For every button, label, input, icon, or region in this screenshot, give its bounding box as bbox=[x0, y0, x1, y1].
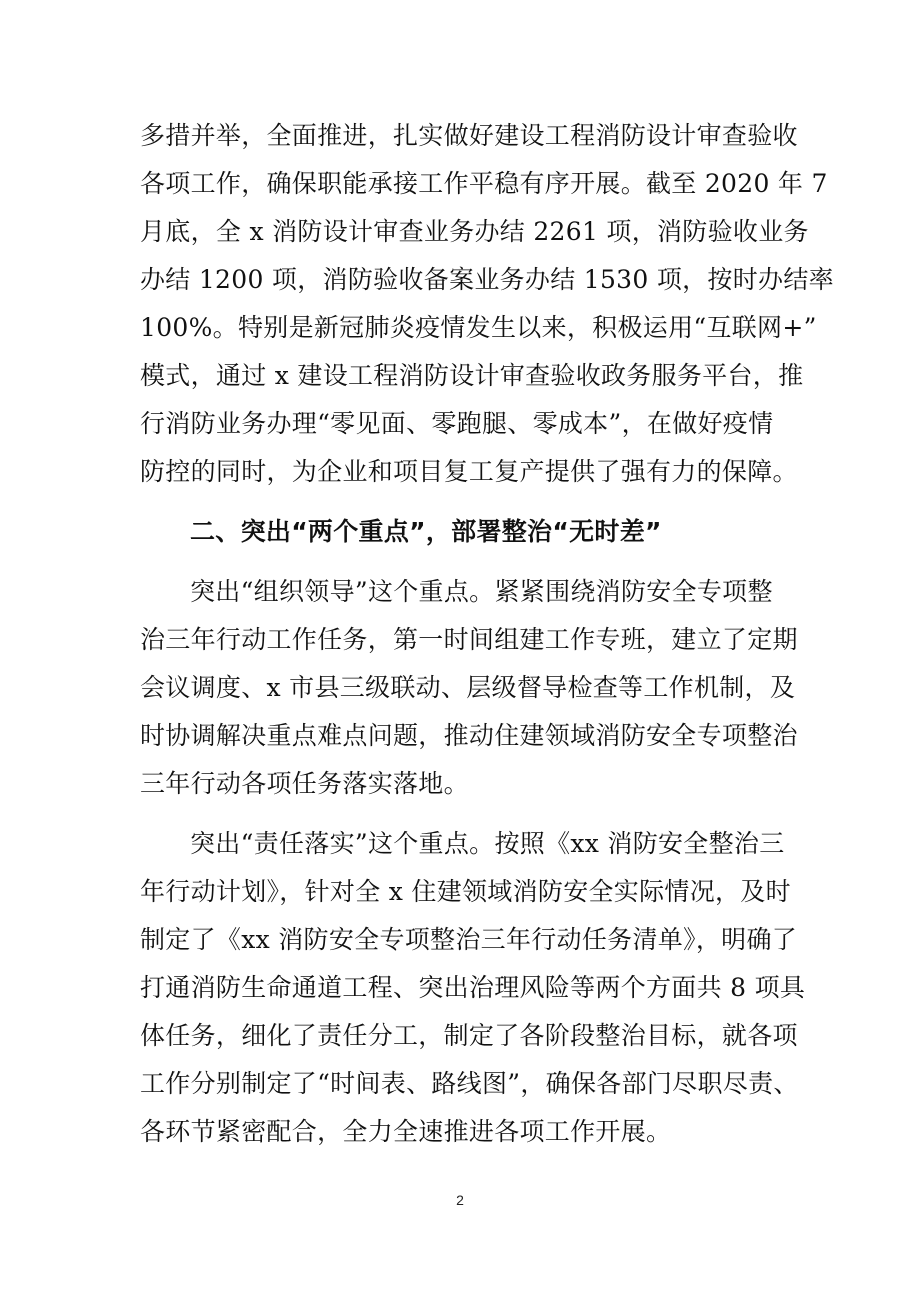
text-line: 各环节紧密配合，全力全速推进各项工作开展。 bbox=[140, 1117, 672, 1146]
text-line: 行消防业务办理“零见面、零跑腿、零成本”，在做好疫情 bbox=[140, 409, 774, 438]
paragraph-responsibility bbox=[140, 820, 806, 1156]
text-line: 年行动计划》，针对全 x 住建领域消防安全实际情况，及时 bbox=[140, 877, 791, 906]
section-heading bbox=[140, 508, 790, 556]
text-line: 会议调度、x 市县三级联动、层级督导检查等工作机制，及 bbox=[140, 673, 796, 702]
paragraph-organization-leadership bbox=[140, 568, 798, 808]
paragraph-spacing bbox=[140, 808, 790, 820]
text-line: 打通消防生命通道工程、突出治理风险等两个方面共 8 项具 bbox=[140, 973, 806, 1002]
text-line: 多措并举，全面推进，扎实做好建设工程消防设计审查验收 bbox=[140, 121, 798, 150]
text-line: 制定了《xx 消防安全专项整治三年行动任务清单》，明确了 bbox=[140, 925, 798, 954]
text-line: 体任务，细化了责任分工，制定了各阶段整治目标，就各项 bbox=[140, 1021, 798, 1050]
text-line: 100%。特别是新冠肺炎疫情发生以来，积极运用“互联网+” bbox=[140, 313, 817, 342]
paragraph-spacing bbox=[140, 556, 790, 568]
heading-text: 二、突出“两个重点”，部署整治“无时差” bbox=[190, 517, 662, 546]
text-line: 突出“组织领导”这个重点。紧紧围绕消防安全专项整 bbox=[190, 577, 773, 606]
text-line: 时协调解决重点难点问题，推动住建领域消防安全专项整治 bbox=[140, 721, 798, 750]
text-line: 治三年行动工作任务，第一时间组建工作专班，建立了定期 bbox=[140, 625, 798, 654]
document-body bbox=[140, 112, 834, 1156]
text-line: 模式，通过 x 建设工程消防设计审查验收政务服务平台，推 bbox=[140, 361, 804, 390]
page-number: 2 bbox=[456, 1192, 464, 1208]
text-line: 月底，全 x 消防设计审查业务办结 2261 项，消防验收业务 bbox=[140, 217, 809, 246]
text-line: 各项工作，确保职能承接工作平稳有序开展。截至 2020 年 7 bbox=[140, 169, 828, 198]
text-line: 三年行动各项任务落实落地。 bbox=[140, 769, 469, 798]
text-line: 突出“责任落实”这个重点。按照《xx 消防安全整治三 bbox=[190, 829, 785, 858]
text-line: 工作分别制定了“时间表、路线图”，确保各部门尽职尽责、 bbox=[140, 1069, 799, 1098]
text-line: 办结 1200 项，消防验收备案业务办结 1530 项，按时办结率 bbox=[140, 265, 834, 294]
paragraph-intro-continuation bbox=[140, 112, 834, 496]
paragraph-spacing bbox=[140, 496, 790, 508]
text-line: 防控的同时，为企业和项目复工复产提供了强有力的保障。 bbox=[140, 457, 798, 486]
